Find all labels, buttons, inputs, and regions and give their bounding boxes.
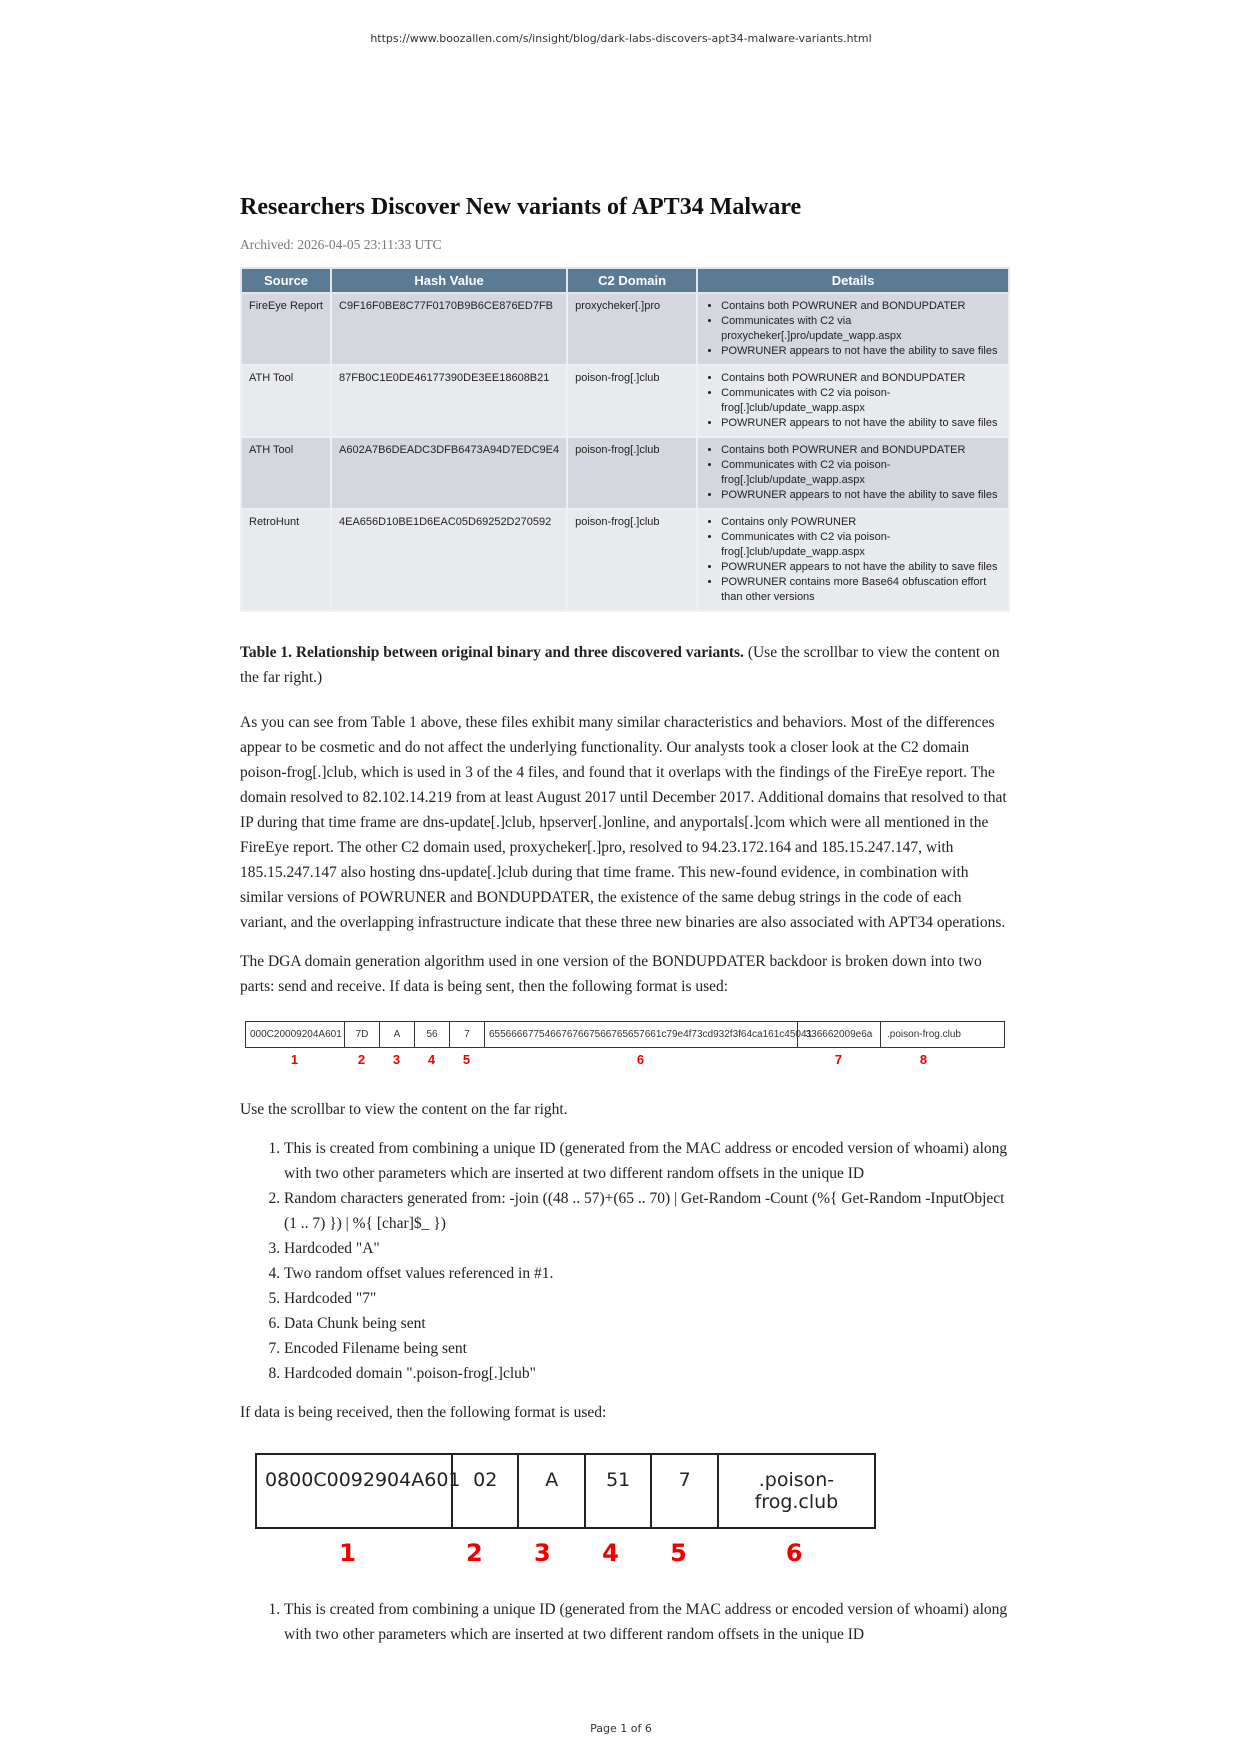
paragraph-analysis: As you can see from Table 1 above, these files exhibit many similar characteristics and behaviors. Most of the differences appear to be cosmetic and do not affect the underlying functionality. Our analysts took a closer look at the C2 domain poison-frog[.]club, which is used in 3 of the 4 files, and found that it overlaps with the findings of the FireEye report. The domain resolved to 82.102.14.219 from at least August 2017 until December 2017. Additional domains that resolved to that IP during that time frame are dns-update[.]club, hpserver[.]online, and anyportals[.]com which were all mentioned in the FireEye report. The other C2 domain used, proxycheker[.]pro, resolved to 94.23.172.164 and 185.15.247.147, with 185.15.247.147 also hosting dns-update[.]club during that time frame. This new-found evidence, in combination with similar versions of POWRUNER and BONDUPDATER, the existence of the same debug strings in the code of each variant, and the overlapping infrastructure indicate that these three new binaries are also associated with APT34 operations. bbox=[240, 714, 1007, 931]
table-row bbox=[241, 437, 1009, 509]
list-item: 8. Hardcoded domain ".poison-frog[.]club" bbox=[284, 1361, 1010, 1386]
scroll-note: Use the scrollbar to view the content on the far right. bbox=[240, 1101, 568, 1118]
col-hash: Hash Value bbox=[331, 268, 567, 293]
send-format-numbers bbox=[245, 1052, 1003, 1067]
send-segment: 56 bbox=[415, 1022, 450, 1047]
list-item: 7. Encoded Filename being sent bbox=[284, 1336, 1010, 1361]
send-segment: 336662009e6a bbox=[798, 1022, 881, 1047]
table-row bbox=[241, 365, 1009, 437]
receive-segment: 02 bbox=[453, 1455, 519, 1527]
table-row bbox=[241, 293, 1009, 365]
segment-number: 6 bbox=[785, 1539, 803, 1567]
cell-source: ATH Tool bbox=[241, 365, 331, 437]
cell-hash: A602A7B6DEADC3DFB6473A94D7EDC9E4 bbox=[331, 437, 567, 509]
detail-item: • Communicates with C2 via poison-frog[.]club/update_wapp.aspx bbox=[721, 458, 1001, 488]
segment-number: 5 bbox=[670, 1539, 687, 1567]
send-format-list bbox=[240, 1136, 1010, 1386]
detail-item: • Contains both POWRUNER and BONDUPDATER bbox=[721, 371, 1001, 386]
detail-item: • Contains both POWRUNER and BONDUPDATER bbox=[721, 299, 1001, 314]
cell-domain: poison-frog[.]club bbox=[567, 437, 697, 509]
col-source: Source bbox=[241, 268, 331, 293]
cell-domain: poison-frog[.]club bbox=[567, 365, 697, 437]
table-row bbox=[241, 509, 1009, 611]
send-segment: 6556666775466767667566765657661c79e4f73cd932f3f64ca161c45041 bbox=[485, 1022, 798, 1047]
cell-source: FireEye Report bbox=[241, 293, 331, 365]
cell-domain: proxycheker[.]pro bbox=[567, 293, 697, 365]
table-caption bbox=[240, 640, 1010, 690]
detail-item: • POWRUNER contains more Base64 obfuscation effort than other versions bbox=[721, 575, 1001, 605]
details-list bbox=[705, 371, 1001, 431]
cell-source: ATH Tool bbox=[241, 437, 331, 509]
receive-segment: .poison-frog.club bbox=[754, 1469, 839, 1513]
segment-number: 6 bbox=[636, 1052, 645, 1067]
article bbox=[240, 194, 1010, 1661]
detail-item: • Communicates with C2 via proxycheker[.]pro/update_wapp.aspx bbox=[721, 314, 1001, 344]
paragraph-dga: The DGA domain generation algorithm used in one version of the BONDUPDATER backdoor is broken down into two parts: send and receive. If data is being sent, then the following format is used: bbox=[240, 953, 982, 995]
cell-details bbox=[697, 509, 1009, 611]
segment-number: 4 bbox=[427, 1052, 436, 1067]
list-item: 2. Random characters generated from: -join ((48 .. 57)+(65 .. 70) | Get-Random -Count (%{ Get-Random -InputObject (1 .. 7) }) | %{ [char]$_ }) bbox=[284, 1186, 1010, 1236]
cell-hash: 87FB0C1E0DE46177390DE3EE18608B21 bbox=[331, 365, 567, 437]
receive-segment: A bbox=[519, 1455, 585, 1527]
cell-hash: 4EA656D10BE1D6EAC05D69252D270592 bbox=[331, 509, 567, 611]
send-segment: 7D bbox=[345, 1022, 380, 1047]
detail-item: • Contains both POWRUNER and BONDUPDATER bbox=[721, 443, 1001, 458]
send-segment: A bbox=[380, 1022, 415, 1047]
segment-number: 3 bbox=[534, 1539, 551, 1567]
details-list bbox=[705, 515, 1001, 605]
cell-domain: poison-frog[.]club bbox=[567, 509, 697, 611]
page-number: Page 1 of 6 bbox=[590, 1722, 652, 1735]
list-item: 3. Hardcoded "A" bbox=[284, 1236, 1010, 1261]
paragraph-receive: If data is being received, then the following format is used: bbox=[240, 1404, 607, 1421]
list-item: 1. This is created from combining a unique ID (generated from the MAC address or encoded version of whoami) along with two other parameters which are inserted at two different random offsets in the unique ID bbox=[284, 1136, 1010, 1186]
segment-number: 8 bbox=[919, 1052, 928, 1067]
col-domain: C2 Domain bbox=[567, 268, 697, 293]
list-item: 6. Data Chunk being sent bbox=[284, 1311, 1010, 1336]
cell-source: RetroHunt bbox=[241, 509, 331, 611]
detail-item: • POWRUNER appears to not have the ability to save files bbox=[721, 344, 1001, 359]
segment-number: 1 bbox=[339, 1539, 356, 1567]
cell-details bbox=[697, 437, 1009, 509]
segment-number: 4 bbox=[602, 1539, 619, 1567]
segment-number: 2 bbox=[357, 1052, 366, 1067]
send-format-diagram bbox=[245, 1021, 1005, 1048]
segment-number: 3 bbox=[392, 1052, 401, 1067]
send-segment: 000C20009204A601 bbox=[246, 1022, 345, 1047]
list-item: 1. This is created from combining a unique ID (generated from the MAC address or encoded version of whoami) along with two other parameters which are inserted at two different random offsets in the unique ID bbox=[284, 1597, 1010, 1647]
details-list bbox=[705, 299, 1001, 359]
segment-number: 1 bbox=[290, 1052, 299, 1067]
segment-number: 5 bbox=[462, 1052, 471, 1067]
receive-segment: 51 bbox=[586, 1455, 652, 1527]
cell-details bbox=[697, 293, 1009, 365]
cell-details bbox=[697, 365, 1009, 437]
detail-item: • POWRUNER appears to not have the ability to save files bbox=[721, 416, 1001, 431]
caption-bold: Table 1. Relationship between original binary and three discovered variants. bbox=[240, 644, 744, 661]
receive-segment: 0800C0092904A601 bbox=[257, 1455, 453, 1527]
page-title: Researchers Discover New variants of APT34 Malware bbox=[240, 194, 802, 220]
cell-hash: C9F16F0BE8C77F0170B9B6CE876ED7FB bbox=[331, 293, 567, 365]
detail-item: • POWRUNER appears to not have the ability to save files bbox=[721, 560, 1001, 575]
segment-number: 2 bbox=[465, 1539, 483, 1567]
receive-format-list bbox=[240, 1597, 1010, 1647]
detail-item: • Contains only POWRUNER bbox=[721, 515, 1001, 530]
detail-item: • Communicates with C2 via poison-frog[.]club/update_wapp.aspx bbox=[721, 530, 1001, 560]
receive-format-diagram bbox=[255, 1453, 876, 1529]
receive-segment: 7 bbox=[652, 1455, 718, 1527]
list-item: 5. Hardcoded "7" bbox=[284, 1286, 1010, 1311]
source-url: https://www.boozallen.com/s/insight/blog/dark-labs-discovers-apt34-malware-variants.html bbox=[370, 32, 872, 45]
list-item: 4. Two random offset values referenced in #1. bbox=[284, 1261, 1010, 1286]
segment-number: 7 bbox=[834, 1052, 843, 1067]
archived-timestamp: Archived: 2026-04-05 23:11:33 UTC bbox=[240, 237, 442, 252]
detail-item: • POWRUNER appears to not have the ability to save files bbox=[721, 488, 1001, 503]
caption-rest: (Use the scrollbar to view the content on the far right.) bbox=[240, 644, 1000, 686]
details-list bbox=[705, 443, 1001, 503]
variants-table bbox=[240, 267, 1010, 612]
send-segment: 7 bbox=[450, 1022, 485, 1047]
detail-item: • Communicates with C2 via poison-frog[.]club/update_wapp.aspx bbox=[721, 386, 1001, 416]
send-segment: .poison-frog.club bbox=[887, 1029, 961, 1040]
receive-format-numbers bbox=[255, 1539, 876, 1567]
col-details: Details bbox=[697, 268, 1009, 293]
